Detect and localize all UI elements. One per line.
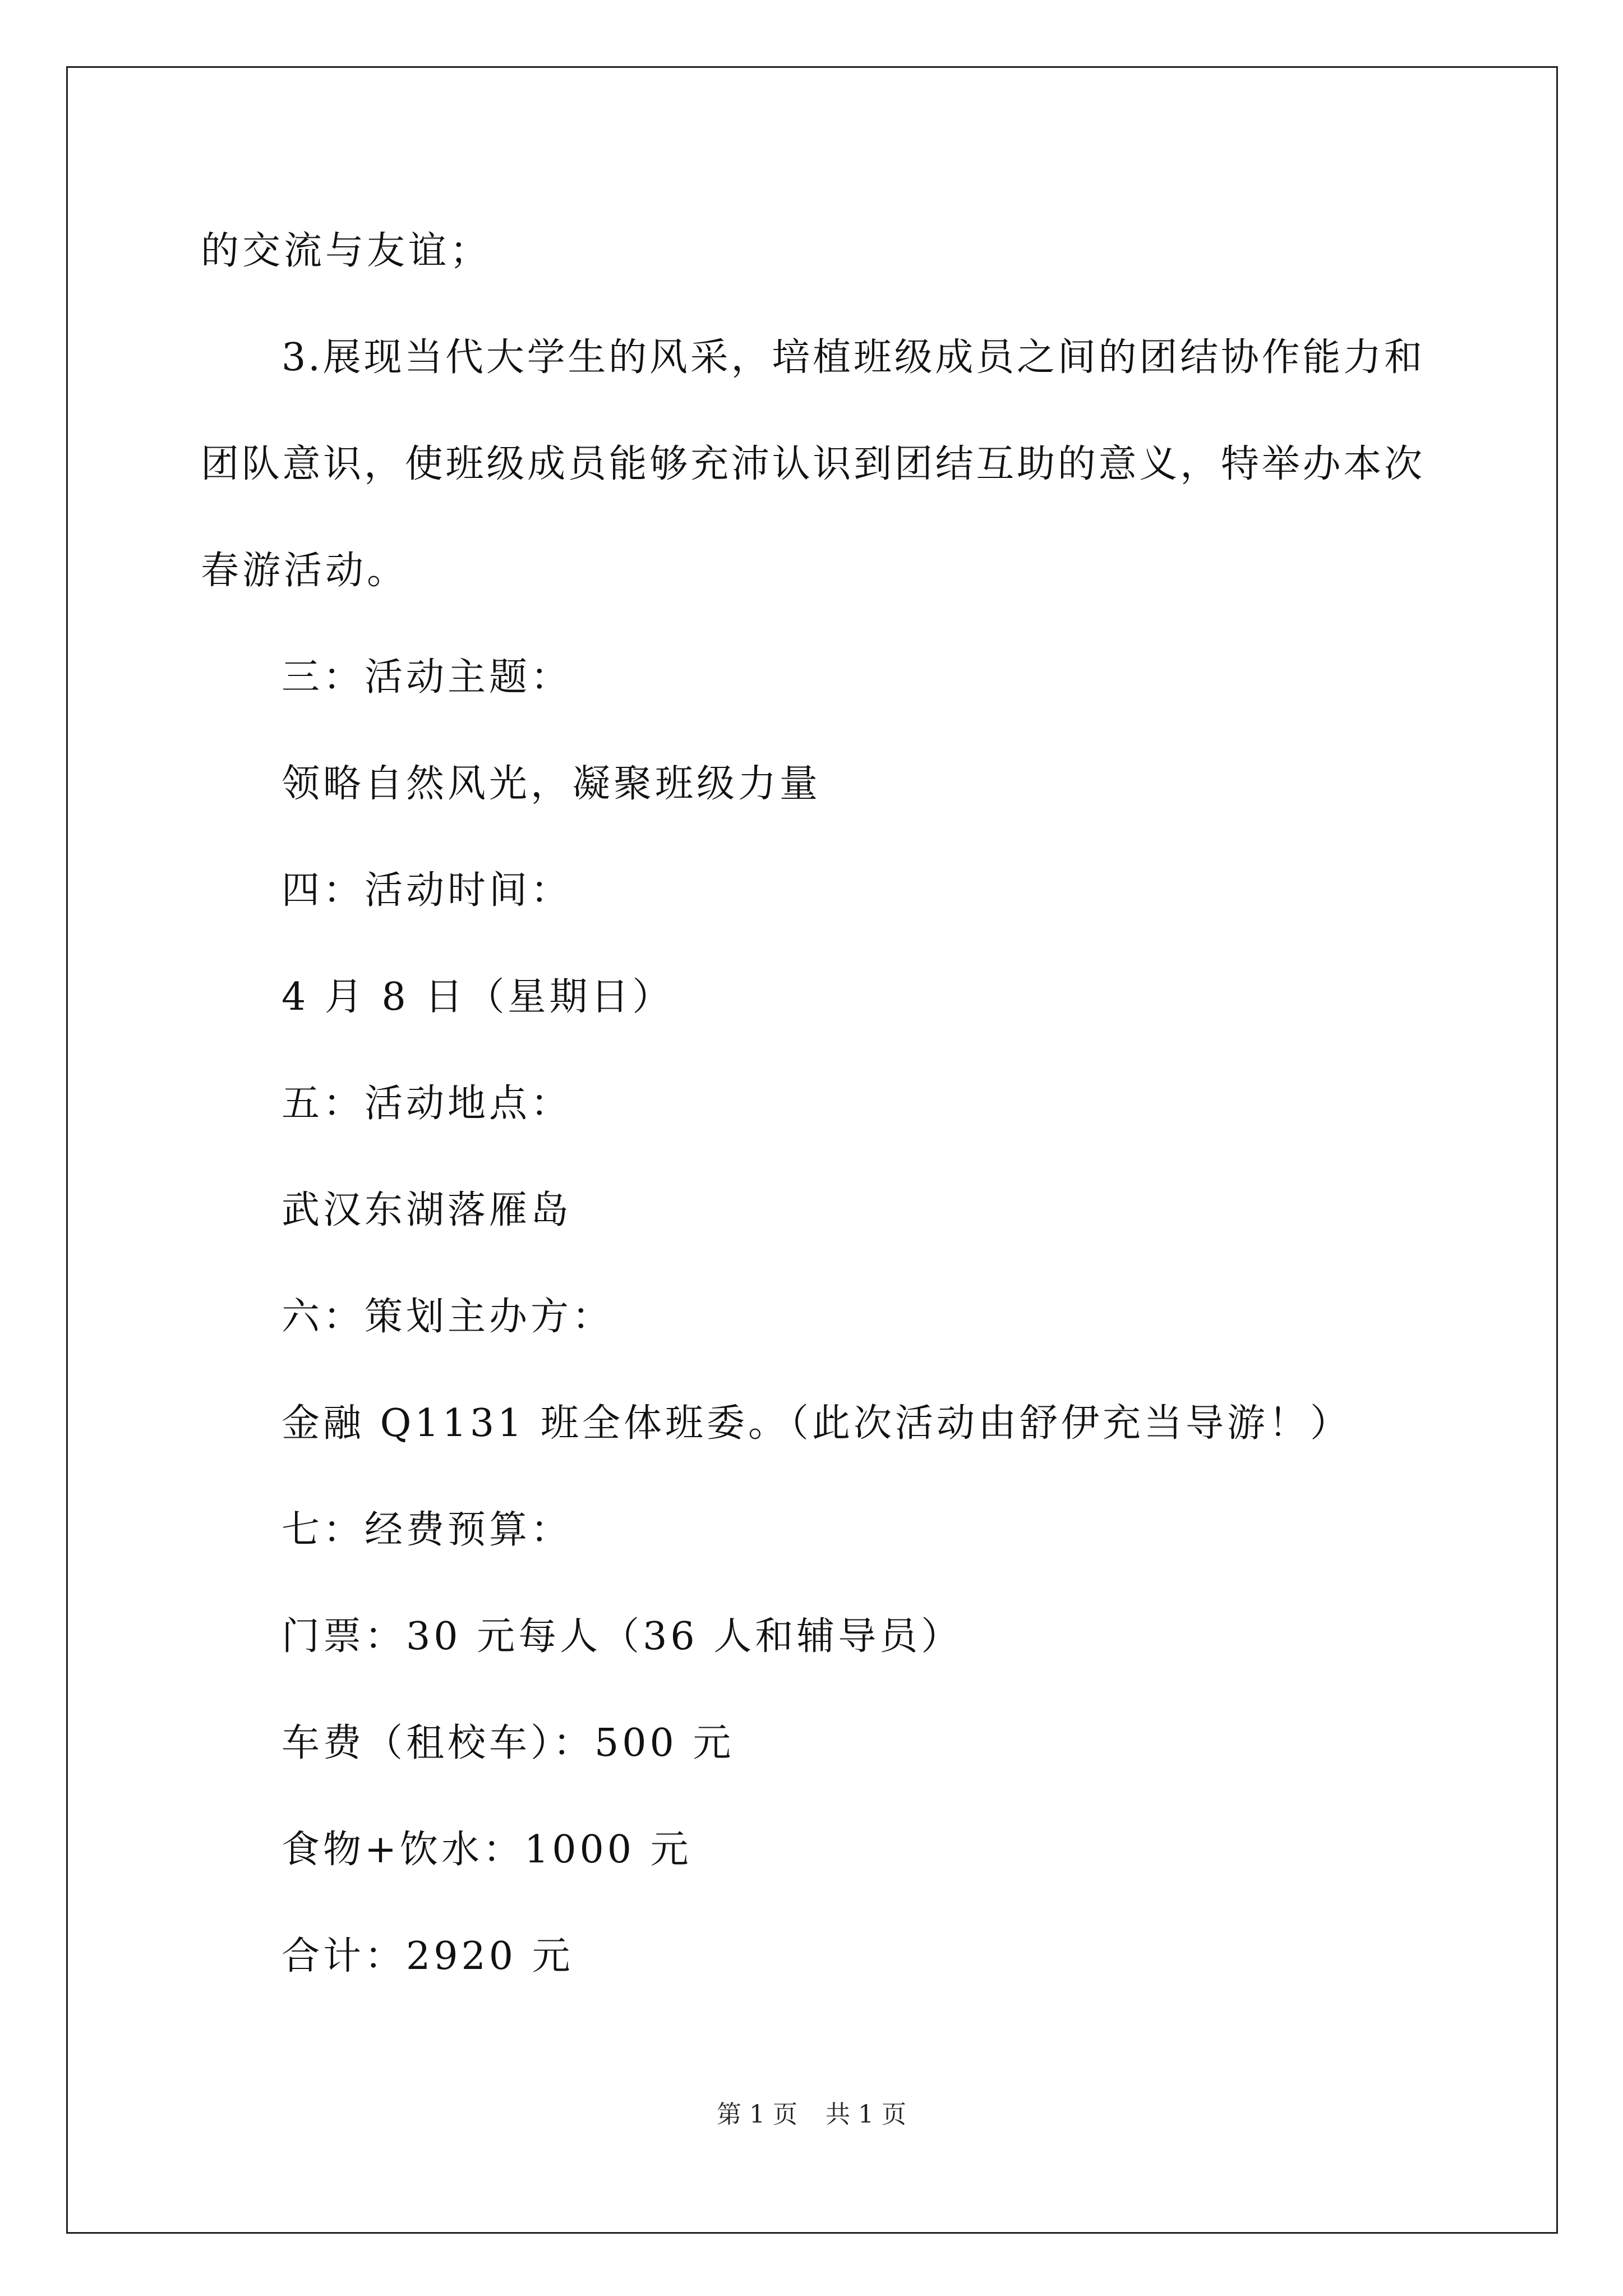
page-count: 共 1 页 (826, 2100, 906, 2129)
time-text: 4 月 8 日（星期日） (282, 975, 674, 1019)
page-border (66, 66, 1558, 2234)
page-footer (0, 2098, 1623, 2132)
location-text: 武汉东湖落雁岛 (282, 1188, 573, 1232)
text-line-1: 的交流与友谊； (201, 229, 492, 273)
heading-theme: 三：活动主题： (282, 655, 573, 700)
text-line-2: 3.展现当代大学生的风采，培植班级成员之间的团结协作能力和 (282, 335, 1424, 380)
budget-tickets: 门票：30 元每人（36 人和辅导员） (282, 1614, 963, 1659)
heading-budget: 七：经费预算： (282, 1508, 573, 1552)
heading-location: 五：活动地点： (282, 1082, 573, 1126)
page-number: 第 1 页 (717, 2100, 797, 2129)
organizer-text: 金融 Q1131 班全体班委。（此次活动由舒伊充当导游！） (282, 1401, 1352, 1446)
heading-organizer: 六：策划主办方： (282, 1295, 614, 1339)
theme-text: 领略自然风光，凝聚班级力量 (282, 762, 822, 806)
budget-food: 食物+饮水：1000 元 (282, 1828, 692, 1872)
heading-time: 四：活动时间： (282, 868, 573, 913)
budget-transport: 车费（租校车）：500 元 (282, 1721, 735, 1765)
budget-total: 合计：2920 元 (282, 1934, 574, 1978)
text-line-4: 春游活动。 (201, 549, 409, 593)
text-line-3: 团队意识，使班级成员能够充沛认识到团结互助的意义，特举办本次 (201, 442, 1424, 486)
